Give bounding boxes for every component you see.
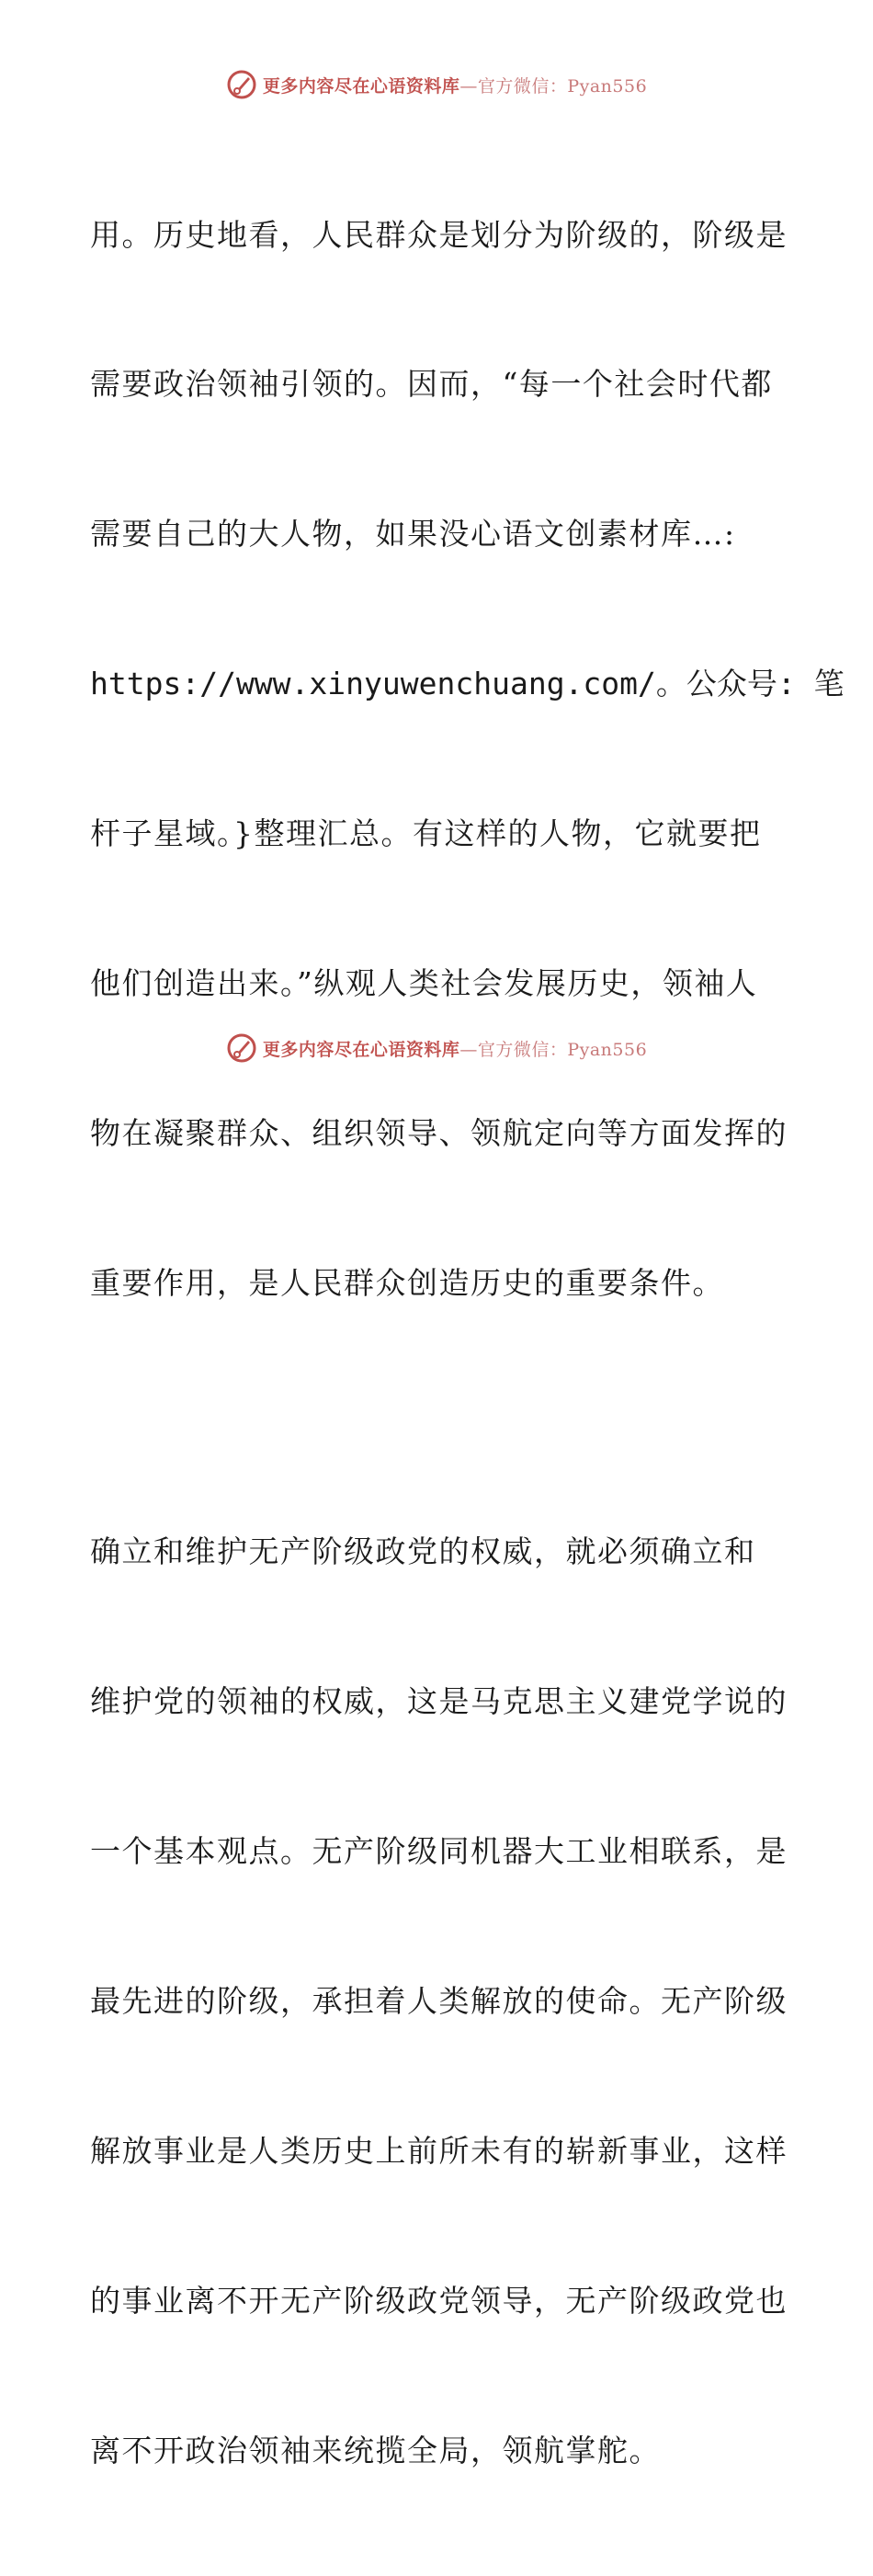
text-line: 解放事业是人类历史上前所未有的崭新事业，这样 [90,2132,788,2169]
text-line: 离不开政治领袖来统揽全局，领航掌舵。 [90,2432,661,2468]
header-watermark [226,69,647,100]
text-line: 杆子星域。}整理汇总。有这样的人物，它就要把 [90,815,762,852]
text-line: 最先进的阶级，承担着人类解放的使命。无产阶级 [90,1982,788,2019]
paragraph-1 [90,110,845,1408]
text-line: 他们创造出来。”纵观人类社会发展历史，领袖人 [90,965,758,1002]
text-line: 一个基本观点。无产阶级同机器大工业相联系，是 [90,1833,788,1870]
text-line: 用。历史地看，人民群众是划分为阶级的，阶级是 [90,216,788,253]
header-watermark-banner [0,66,873,103]
text-line: 维护党的领袖的权威，这是马克思主义建党学说的 [90,1683,788,1720]
watermark-text: 更多内容尽在心语资料库—官方微信：Pyan556 [262,75,648,97]
text-line: 确立和维护无产阶级政党的权威，就必须确立和 [90,1533,756,1570]
text-line: 需要政治领袖引领的。因而，“每一个社会时代都 [90,366,773,403]
text-line-url: https://www.xinyuwenchuang.com/。公众号: 笔 [90,666,845,702]
watermark-text: 更多内容尽在心语资料库—官方微信：Pyan556 [262,1039,648,1060]
text-line: 需要自己的大人物，如果没心语文创素材库…: [90,516,736,553]
footer-watermark-banner [0,1030,873,1066]
text-line: 的事业离不开无产阶级政党领导，无产阶级政党也 [90,2282,788,2319]
text-line: 物在凝聚群众、组织领导、领航定向等方面发挥的 [90,1114,788,1151]
document-body [90,110,845,2576]
quill-logo-icon [226,1032,257,1064]
text-line: 重要作用，是人民群众创造历史的重要条件。 [90,1264,724,1301]
quill-logo-icon [226,69,257,100]
footer-watermark [226,1032,647,1064]
paragraph-2 [90,1428,788,2576]
